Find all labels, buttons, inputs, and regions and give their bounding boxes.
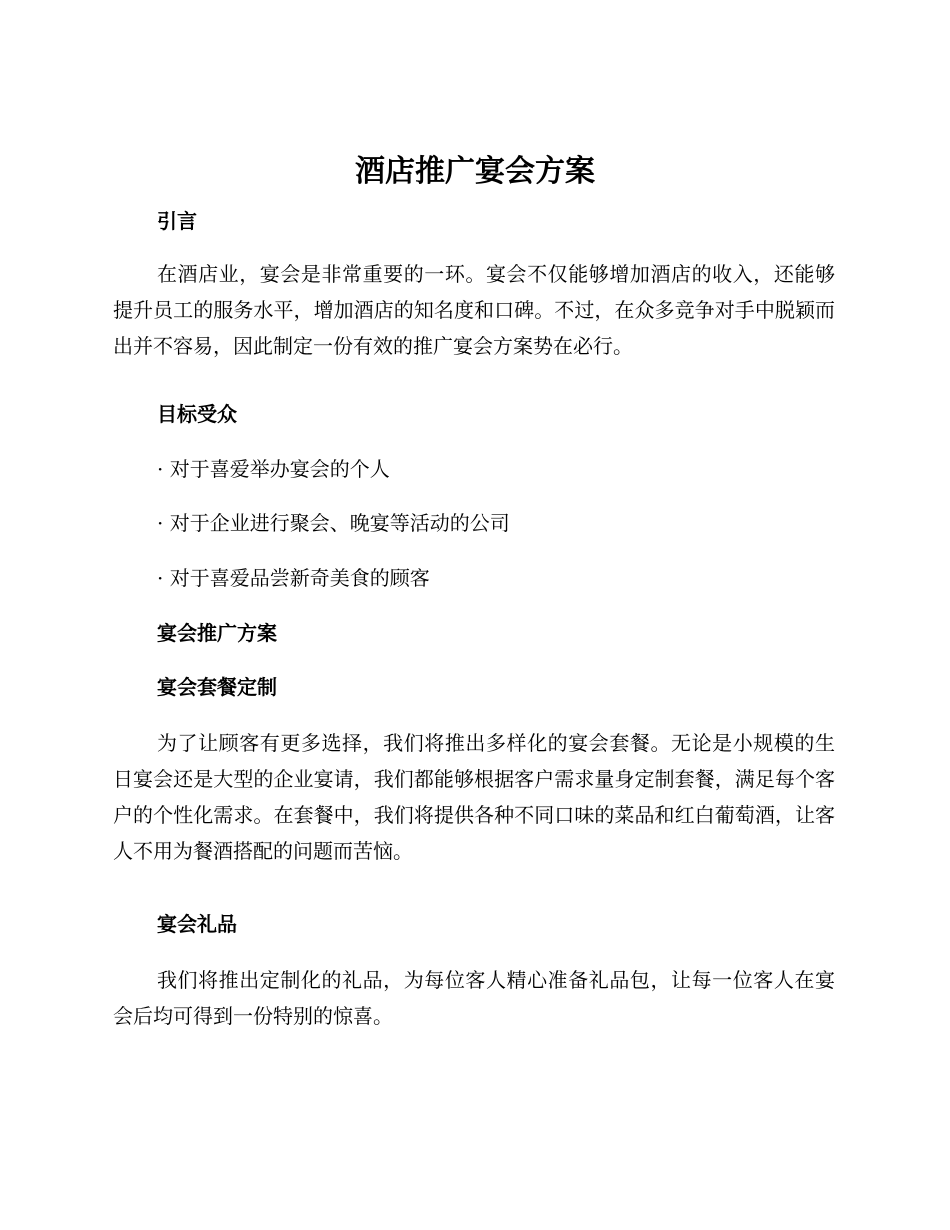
package-paragraph: 为了让顾客有更多选择，我们将推出多样化的宴会套餐。无论是小规模的生日宴会还是大型的企业宴请，我们都能够根据客户需求量身定制套餐，满足每个客户的个性化需求。在套餐中，我们将提供各种不同口味的菜品和红白葡萄酒，让客人不用为餐酒搭配的问题而苦恼。 — [113, 731, 835, 863]
audience-heading: 目标受众 — [157, 402, 237, 426]
audience-item: · 对于喜爱举办宴会的个人 — [157, 457, 390, 481]
plan-heading: 宴会推广方案 — [157, 621, 277, 645]
package-heading: 宴会套餐定制 — [157, 675, 277, 699]
intro-paragraph: 在酒店业，宴会是非常重要的一环。宴会不仅能够增加酒店的收入，还能够提升员工的服务水平，增加酒店的知名度和口碑。不过，在众多竞争对手中脱颖而出并不容易，因此制定一份有效的推广宴会方案势在必行。 — [113, 262, 835, 358]
audience-item: · 对于企业进行聚会、晚宴等活动的公司 — [157, 511, 510, 535]
gift-heading: 宴会礼品 — [157, 912, 237, 936]
document-title: 酒店推广宴会方案 — [355, 154, 595, 189]
gift-paragraph: 我们将推出定制化的礼品，为每位客人精心准备礼品包，让每一位客人在宴会后均可得到一份特别的惊喜。 — [113, 968, 835, 1028]
audience-item: · 对于喜爱品尝新奇美食的顾客 — [157, 566, 430, 590]
intro-heading: 引言 — [157, 209, 197, 233]
